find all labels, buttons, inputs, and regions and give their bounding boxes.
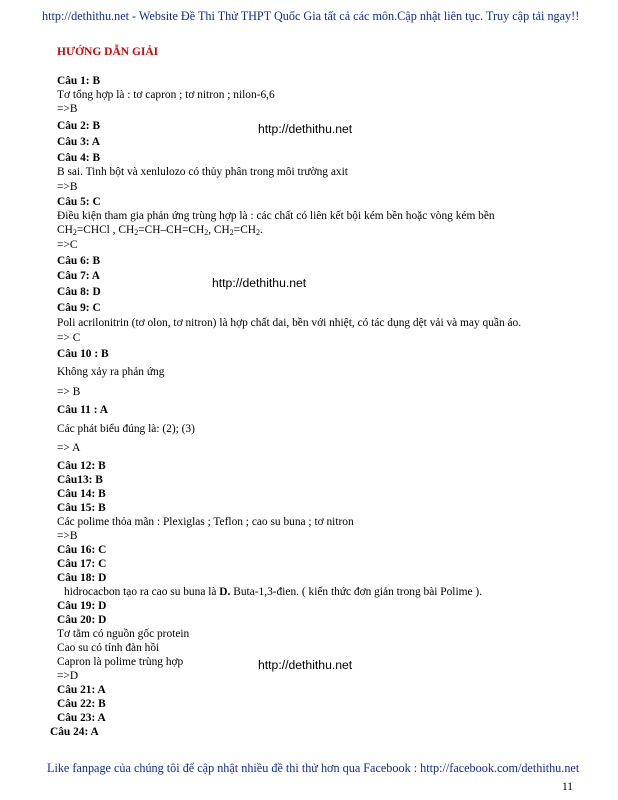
q14-head: Câu 14: B bbox=[57, 488, 106, 500]
q22-head: Câu 22: B bbox=[57, 698, 106, 710]
q20-line-2: Cao su có tính đàn hồi bbox=[57, 642, 160, 654]
page-number: 11 bbox=[562, 781, 573, 793]
q1-head: Câu 1: B bbox=[57, 75, 101, 87]
q13-head: Câu13: B bbox=[57, 474, 103, 486]
q9-line: Poli acrilonitrin (tơ olon, tơ nitron) là hợp chất dai, bền với nhiệt, có tác dụng dệt vải và may quần áo. bbox=[57, 317, 522, 329]
q19-head: Câu 19: D bbox=[57, 600, 107, 612]
q4-head: Câu 4: B bbox=[57, 152, 101, 164]
q9-head: Câu 9: C bbox=[57, 302, 101, 314]
q15-head: Câu 15: B bbox=[57, 502, 106, 514]
q11-answer: => A bbox=[57, 442, 81, 454]
q8-head: Câu 8: D bbox=[57, 286, 101, 298]
q4-line: B sai. Tinh bột và xenlulozo có thủy phân trong môi trường axit bbox=[57, 166, 348, 178]
q20-line-1: Tơ tằm có nguồn gốc protein bbox=[57, 628, 190, 640]
watermark-link[interactable]: http://dethithu.net bbox=[258, 122, 353, 136]
q5-head: Câu 5: C bbox=[57, 196, 101, 208]
q10-line: Không xảy ra phản ứng bbox=[57, 366, 165, 378]
q4-answer: =>B bbox=[57, 181, 78, 193]
q23-head: Câu 23: A bbox=[57, 712, 106, 724]
watermark-link[interactable]: http://dethithu.net bbox=[212, 276, 307, 290]
q15-answer: =>B bbox=[57, 530, 78, 542]
q11-head: Câu 11 : A bbox=[57, 404, 108, 416]
q5-line: Điều kiện tham gia phản ứng trùng hợp là : các chất có liên kết bội kém bền hoặc vòng kém bền bbox=[57, 210, 495, 222]
q9-answer: => C bbox=[57, 332, 81, 344]
q15-line: Các polime thỏa mãn : Plexiglas ; Teflon ; cao su buna ; tơ nitron bbox=[57, 516, 354, 528]
q20-line-3: Capron là polime trùng hợp bbox=[57, 656, 184, 668]
q5-answer: =>C bbox=[57, 239, 78, 251]
q3-head: Câu 3: A bbox=[57, 136, 101, 148]
q20-answer: =>D bbox=[57, 670, 79, 682]
q7-head: Câu 7: A bbox=[57, 270, 101, 282]
footer-link[interactable]: Like fanpage của chúng tôi để cập nhật nhiều đề thi thử hơn qua Facebook : http://facebook.com/dethithu.net bbox=[47, 761, 580, 775]
q1-answer: =>B bbox=[57, 103, 78, 115]
q10-head: Câu 10 : B bbox=[57, 348, 109, 360]
q21-head: Câu 21: A bbox=[57, 684, 106, 696]
q18-line: hidrocacbon tạo ra cao su buna là D. Buta-1,3-đien. ( kiến thức đơn giản trong bài Polime ). bbox=[64, 586, 483, 598]
watermark-link[interactable]: http://dethithu.net bbox=[258, 658, 353, 672]
q11-line: Các phát biểu đúng là: (2); (3) bbox=[57, 423, 195, 435]
q1-line: Tơ tổng hợp là : tơ capron ; tơ nitron ; nilon-6,6 bbox=[57, 89, 275, 101]
q18-head: Câu 18: D bbox=[57, 572, 107, 584]
q10-answer: => B bbox=[57, 386, 81, 398]
q6-head: Câu 6: B bbox=[57, 255, 101, 267]
q16-head: Câu 16: C bbox=[57, 544, 107, 556]
q24-head: Câu 24: A bbox=[50, 726, 99, 738]
q17-head: Câu 17: C bbox=[57, 558, 107, 570]
q12-head: Câu 12: B bbox=[57, 460, 106, 472]
q2-head: Câu 2: B bbox=[57, 120, 101, 132]
page-title: HƯỚNG DẪN GIẢI bbox=[57, 46, 159, 58]
q20-head: Câu 20: D bbox=[57, 614, 107, 626]
header-link[interactable]: http://dethithu.net - Website Đề Thi Thử THPT Quốc Gia tất cả các môn.Cập nhật liên tục. Truy cập tải ngay!! bbox=[42, 9, 580, 23]
q5-formula: $CH_2=CHCl$ , $CH_2=CH-CH=CH_2$, $CH_2=CH_2$. bbox=[57, 224, 263, 237]
